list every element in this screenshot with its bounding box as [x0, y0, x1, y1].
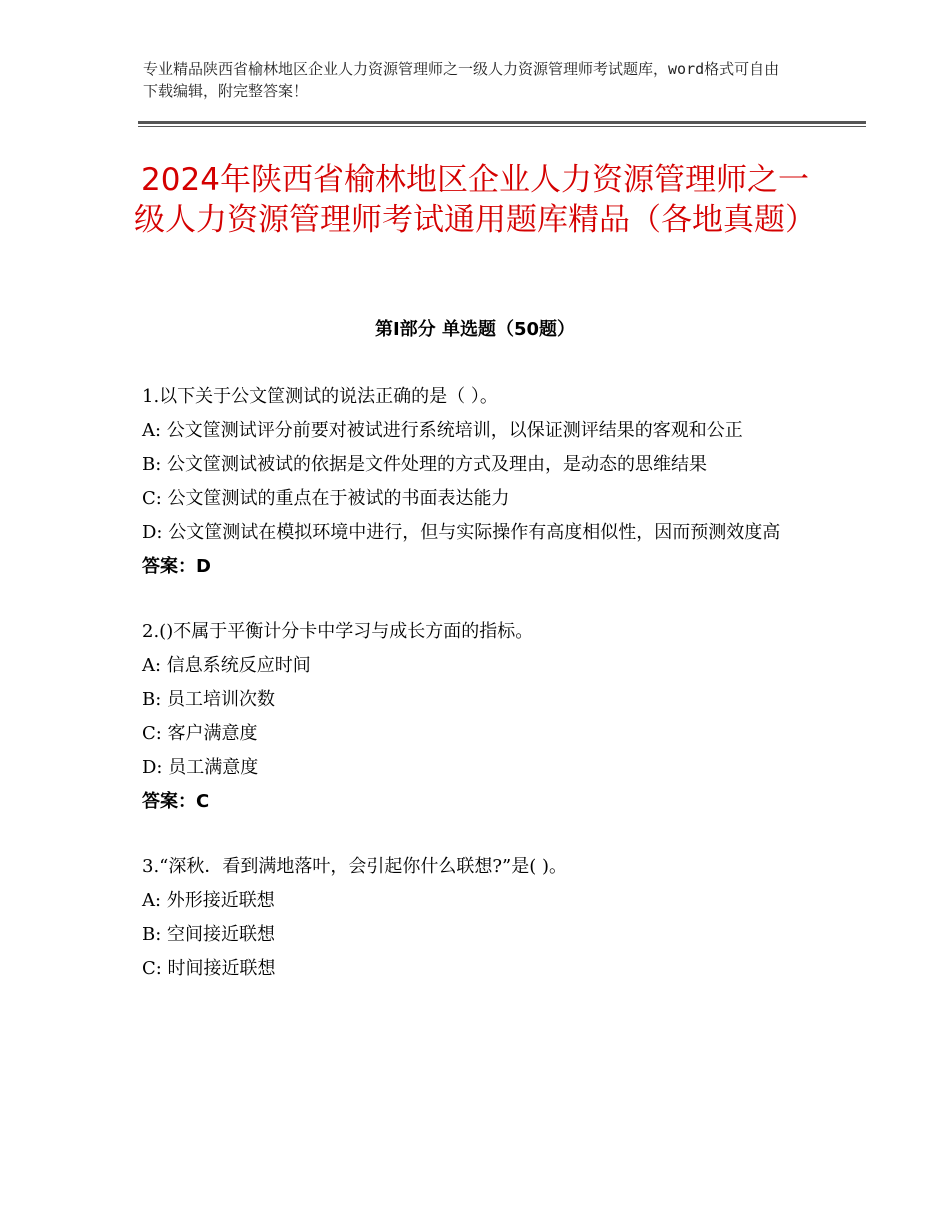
option-d: D: 员工满意度 [142, 757, 259, 778]
option-b: B: 员工培训次数 [142, 689, 276, 710]
option-a: A: 外形接近联想 [142, 890, 275, 911]
option-b: B: 公文筐测试被试的依据是文件处理的方式及理由，是动态的思维结果 [142, 454, 708, 475]
question-stem: 1.以下关于公文筐测试的说法正确的是（ ）。 [142, 386, 498, 407]
option-c: C: 客户满意度 [142, 723, 258, 744]
header-divider-thick [138, 121, 866, 124]
option-a: A: 信息系统反应时间 [142, 655, 311, 676]
header-note: 专业精品陕西省榆林地区企业人力资源管理师之一级人力资源管理师考试题库，word格式可自由下载编辑，附完整答案！ [143, 60, 780, 100]
question-stem: 3.“深秋．看到满地落叶，会引起你什么联想?”是( )。 [142, 856, 567, 877]
answer: 答案：D [142, 556, 211, 577]
question-stem: 2.()不属于平衡计分卡中学习与成长方面的指标。 [142, 621, 534, 642]
answer: 答案：C [142, 791, 210, 812]
option-c: C: 公文筐测试的重点在于被试的书面表达能力 [142, 488, 510, 509]
question-1 [142, 380, 822, 584]
question-list [142, 380, 822, 1017]
question-2 [142, 615, 822, 819]
option-b: B: 空间接近联想 [142, 924, 276, 945]
option-c: C: 时间接近联想 [142, 958, 276, 979]
option-a: A: 公文筐测试评分前要对被试进行系统培训，以保证测评结果的客观和公正 [142, 420, 743, 441]
section-heading: 第Ⅰ部分 单选题（50题） [374, 319, 575, 340]
header-divider-thin [138, 126, 866, 127]
option-d: D: 公文筐测试在模拟环境中进行，但与实际操作有高度相似性，因而预测效度高 [142, 522, 781, 543]
document-title: 2024年陕西省榆林地区企业人力资源管理师之一级人力资源管理师考试通用题库精品（各地真题） [134, 162, 816, 238]
question-3 [142, 850, 822, 986]
